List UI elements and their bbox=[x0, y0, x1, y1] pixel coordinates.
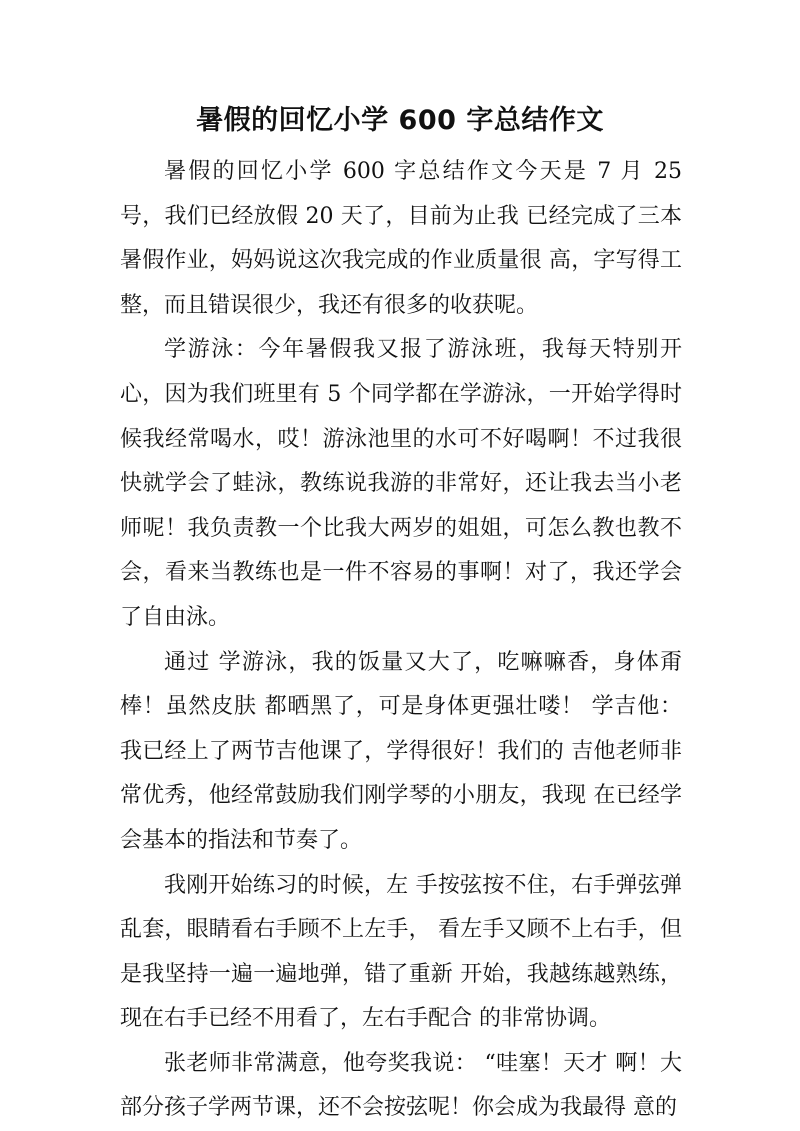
paragraph-intro: 暑假的回忆小学 600 字总结作文今天是 7 月 25 号，我们已经放假 20 天了，目前为止我 已经完成了三本暑假作业，妈妈说这次我完成的作业质量很 高，字写得工整，而且错误很少，我还有很多的收获呢。 bbox=[120, 159, 682, 318]
document-title: 暑假的回忆小学 600 字总结作文 bbox=[196, 105, 604, 136]
paragraph-swimming: 学游泳：今年暑假我又报了游泳班，我每天特别开心，因为我们班里有 5 个同学都在学游泳，一开始学得时候我经常喝水，哎！游泳池里的水可不好喝啊！不过我很快就学会了蛙泳，教练说我游的非常好，还让我去当小老师呢！我负责教一个比我大两岁的姐姐，可怎么教也教不会，看来当教练也是一件不容易的事啊！对了，我还学会了自由泳。 bbox=[120, 337, 682, 630]
paragraph-guitar: 通过 学游泳，我的饭量又大了，吃嘛嘛香，身体甭棒！虽然皮肤 都晒黑了，可是身体更强壮喽！ 学吉他：我已经上了两节吉他课了，学得很好！我们的 吉他老师非常优秀，他经常鼓励我们刚学琴的小朋友，我现 在已经学会基本的指法和节奏了。 bbox=[120, 649, 682, 853]
paragraph-teacher: 张老师非常满意，他夸奖我说： “哇塞！天才 啊！大部分孩子学两节课，还不会按弦呢！你会成为我最得 意的 bbox=[120, 1050, 682, 1121]
document-body bbox=[120, 150, 682, 1131]
paragraph-practice: 我刚开始练习的时候，左 手按弦按不住，右手弹弦弹乱套，眼睛看右手顾不上左手， 看左手又顾不上右手，但是我坚持一遍一遍地弹，错了重新 开始，我越练越熟练，现在右手已经不用看了，左右手配合 的非常协调。 bbox=[120, 872, 682, 1032]
